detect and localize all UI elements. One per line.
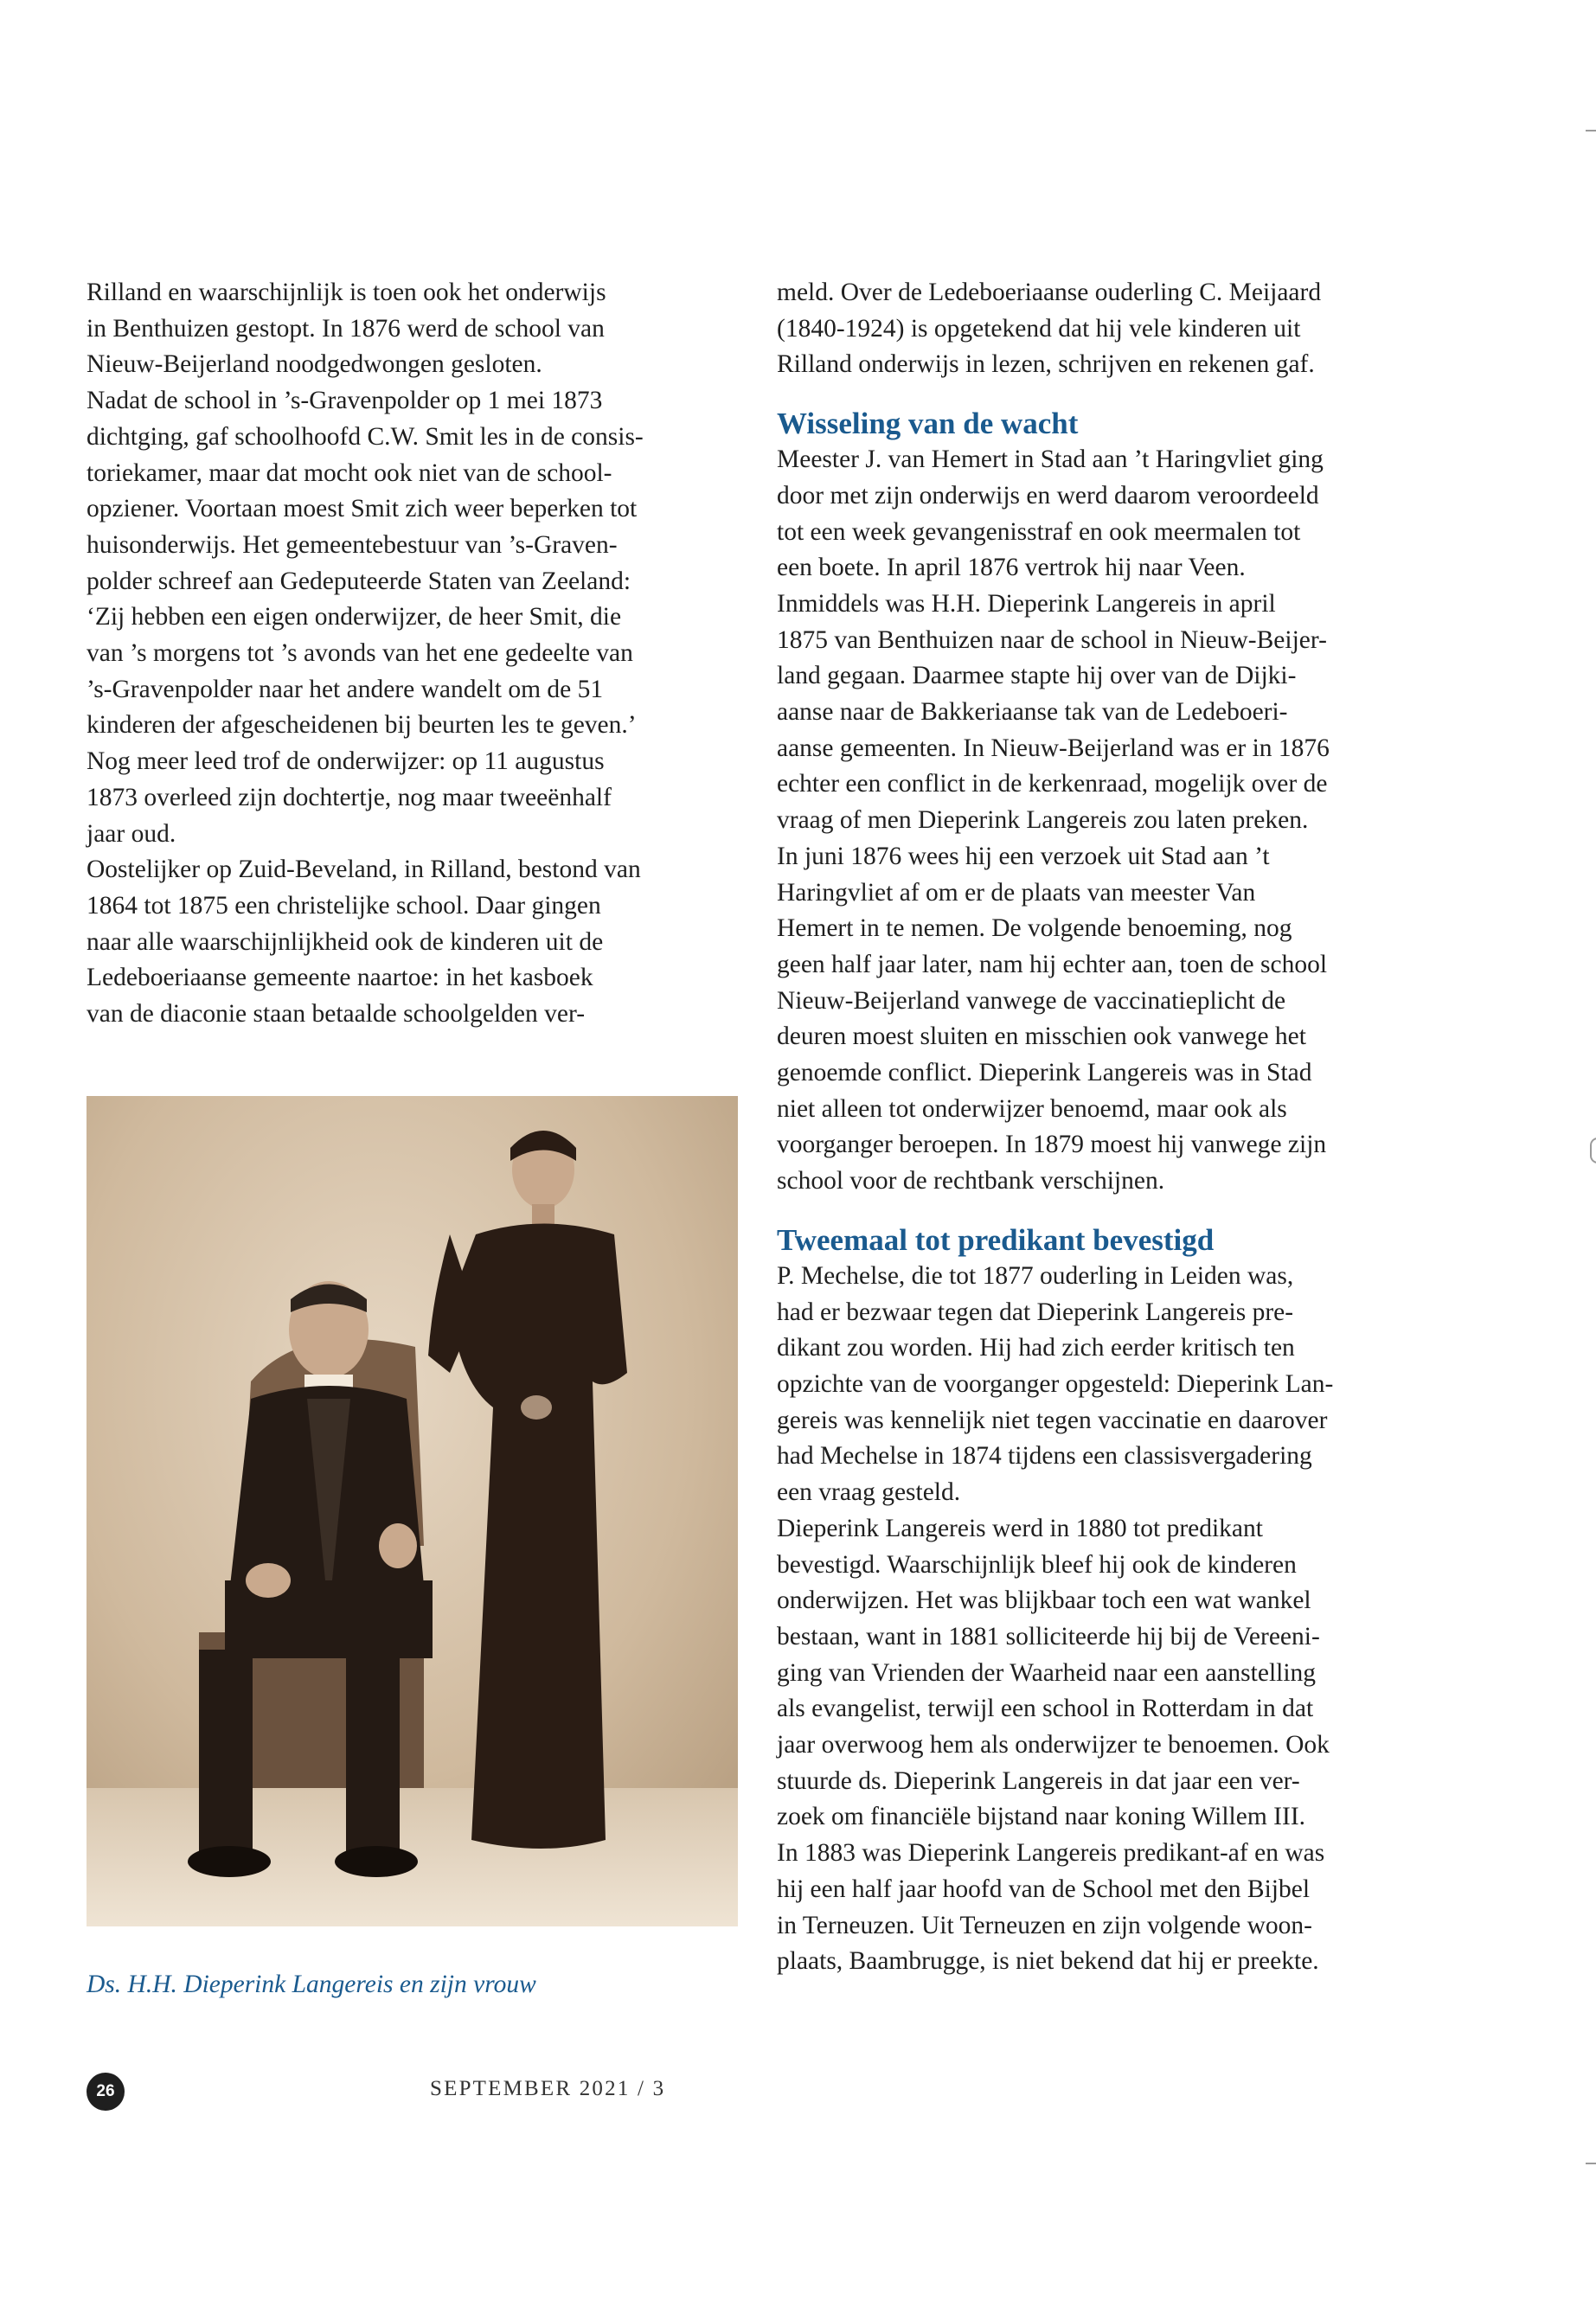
body-line: van ’s morgens tot ’s avonds van het ene gedeelte van	[87, 639, 633, 668]
body-line: gereis was kennelijk niet tegen vaccinatie en daarover	[777, 1406, 1328, 1434]
body-line: een vraag gesteld.	[777, 1478, 961, 1507]
issue-footer: SEPTEMBER 2021 / 3	[430, 2077, 666, 2100]
body-line: Ledeboeriaanse gemeente naartoe: in het kasboek	[87, 964, 593, 992]
body-line: opziener. Voortaan moest Smit zich weer beperken tot	[87, 495, 638, 523]
body-line: niet alleen tot onderwijzer benoemd, maar ook als	[777, 1094, 1287, 1123]
body-line: bevestigd. Waarschijnlijk bleef hij ook de kinderen	[777, 1550, 1297, 1579]
body-line: toriekamer, maar dat mocht ook niet van de school-	[87, 458, 612, 487]
section-heading-predikant: Tweemaal tot predikant bevestigd	[777, 1222, 1215, 1257]
section-heading-wisseling: Wisseling van de wacht	[777, 407, 1079, 441]
crop-mark-bottom	[1586, 2163, 1596, 2164]
body-line: vraag of men Dieperink Langereis zou laten preken.	[777, 806, 1309, 835]
body-line: Dieperink Langereis werd in 1880 tot predikant	[777, 1514, 1263, 1542]
left-column	[87, 275, 744, 1033]
right-column	[777, 275, 1434, 1980]
body-line: Inmiddels was H.H. Dieperink Langereis in april	[777, 589, 1276, 618]
body-line: (1840-1924) is opgetekend dat hij vele kinderen uit	[777, 314, 1301, 343]
body-line: geen half jaar later, nam hij echter aan, toen de school	[777, 950, 1328, 978]
body-line: In juni 1876 wees hij een verzoek uit Stad aan ’t	[777, 842, 1270, 870]
body-line: meld. Over de Ledeboeriaanse ouderling C. Meijaard	[777, 279, 1322, 306]
body-line: stuurde ds. Dieperink Langereis in dat jaar een ver-	[777, 1766, 1300, 1795]
body-line: Oostelijker op Zuid-Beveland, in Rilland, bestond van	[87, 856, 641, 884]
body-line: 1864 tot 1875 een christelijke school. Daar gingen	[87, 891, 601, 920]
body-line: In 1883 was Dieperink Langereis predikant-af en was	[777, 1839, 1325, 1868]
body-line: van de diaconie staan betaalde schoolgelden ver-	[87, 1000, 586, 1029]
body-line: bestaan, want in 1881 solliciteerde hij bij de Vereeni-	[777, 1622, 1320, 1650]
body-line: P. Mechelse, die tot 1877 ouderling in Leiden was,	[777, 1261, 1294, 1290]
registration-mark	[1590, 1138, 1596, 1163]
body-line: had er bezwaar tegen dat Dieperink Langereis pre-	[777, 1298, 1294, 1326]
body-line: 1875 van Benthuizen naar de school in Nieuw-Beijer-	[777, 625, 1327, 654]
body-line: jaar overwoog hem als onderwijzer te benoemen. Ook	[777, 1731, 1330, 1759]
body-line: deuren moest sluiten en misschien ook vanwege het	[777, 1022, 1306, 1051]
body-line: dikant zou worden. Hij had zich eerder kritisch ten	[777, 1334, 1295, 1362]
body-line: huisonderwijs. Het gemeentebestuur van ’s-Graven-	[87, 530, 618, 559]
body-line: school voor de rechtbank verschijnen.	[777, 1167, 1165, 1195]
body-line: Rilland onderwijs in lezen, schrijven en rekenen gaf.	[777, 350, 1315, 379]
body-line: Meester J. van Hemert in Stad aan ’t Haringvliet ging	[777, 445, 1324, 474]
body-line: plaats, Baambrugge, is niet bekend dat hij er preekte.	[777, 1947, 1319, 1976]
crop-mark-top	[1586, 130, 1596, 131]
body-line: ’s-Gravenpolder naar het andere wandelt om de 51	[87, 675, 604, 703]
body-line: in Terneuzen. Uit Terneuzen en zijn volgende woon-	[777, 1911, 1312, 1939]
body-line: door met zijn onderwijs en werd daarom veroordeeld	[777, 481, 1319, 510]
body-line: Nadat de school in ’s-Gravenpolder op 1 mei 1873	[87, 387, 603, 415]
body-line: zoek om financiële bijstand naar koning Willem III.	[777, 1803, 1306, 1831]
body-line: voorganger beroepen. In 1879 moest hij vanwege zijn	[777, 1131, 1327, 1159]
body-line: genoemde conflict. Dieperink Langereis was in Stad	[777, 1059, 1312, 1087]
body-line: in Benthuizen gestopt. In 1876 werd de school van	[87, 314, 605, 343]
body-line: ging van Vrienden der Waarheid naar een aanstelling	[777, 1658, 1317, 1687]
body-line: Rilland en waarschijnlijk is toen ook het onderwijs	[87, 279, 606, 306]
body-line: naar alle waarschijnlijkheid ook de kinderen uit de	[87, 927, 604, 956]
body-line: aanse gemeenten. In Nieuw-Beijerland was er in 1876	[777, 734, 1330, 762]
body-line: kinderen der afgescheidenen bij beurten les te geven.’	[87, 711, 637, 740]
body-line: land gegaan. Daarmee stapte hij over van de Dijki-	[777, 662, 1297, 690]
body-line: polder schreef aan Gedeputeerde Staten van Zeeland:	[87, 567, 631, 595]
body-line: jaar oud.	[87, 819, 176, 848]
portrait-photo	[87, 1096, 738, 1926]
body-line: hij een half jaar hoofd van de School met den Bijbel	[777, 1875, 1311, 1903]
body-line: dichtging, gaf schoolhoofd C.W. Smit les in de consis-	[87, 422, 644, 451]
body-line: tot een week gevangenisstraf en ook meermalen tot	[777, 517, 1301, 546]
body-line: had Mechelse in 1874 tijdens een classisvergadering	[777, 1442, 1312, 1471]
body-line: ‘Zij hebben een eigen onderwijzer, de heer Smit, die	[87, 603, 622, 631]
page-number-badge: 26	[87, 2073, 125, 2111]
body-line: opzichte van de voorganger opgesteld: Dieperink Lan-	[777, 1369, 1334, 1398]
body-line: aanse naar de Bakkeriaanse tak van de Ledeboeri-	[777, 698, 1288, 727]
body-line: 1873 overleed zijn dochtertje, nog maar tweeënhalf	[87, 783, 612, 811]
body-line: onderwijzen. Het was blijkbaar toch een wat wankel	[777, 1586, 1311, 1615]
portrait-illustration	[87, 1096, 738, 1926]
photo-caption: Ds. H.H. Dieperink Langereis en zijn vrouw	[87, 1971, 536, 1998]
body-line: een boete. In april 1876 vertrok hij naar Veen.	[777, 554, 1246, 582]
body-line: Nieuw-Beijerland vanwege de vaccinatieplicht de	[777, 986, 1286, 1015]
body-line: Hemert in te nemen. De volgende benoeming, nog	[777, 914, 1292, 943]
body-line: Nieuw-Beijerland noodgedwongen gesloten.	[87, 350, 542, 379]
body-line: als evangelist, terwijl een school in Rotterdam in dat	[777, 1695, 1314, 1723]
body-line: Haringvliet af om er de plaats van meester Van	[777, 878, 1256, 907]
body-line: Nog meer leed trof de onderwijzer: op 11 augustus	[87, 747, 605, 776]
body-line: echter een conflict in de kerkenraad, mogelijk over de	[777, 770, 1328, 798]
